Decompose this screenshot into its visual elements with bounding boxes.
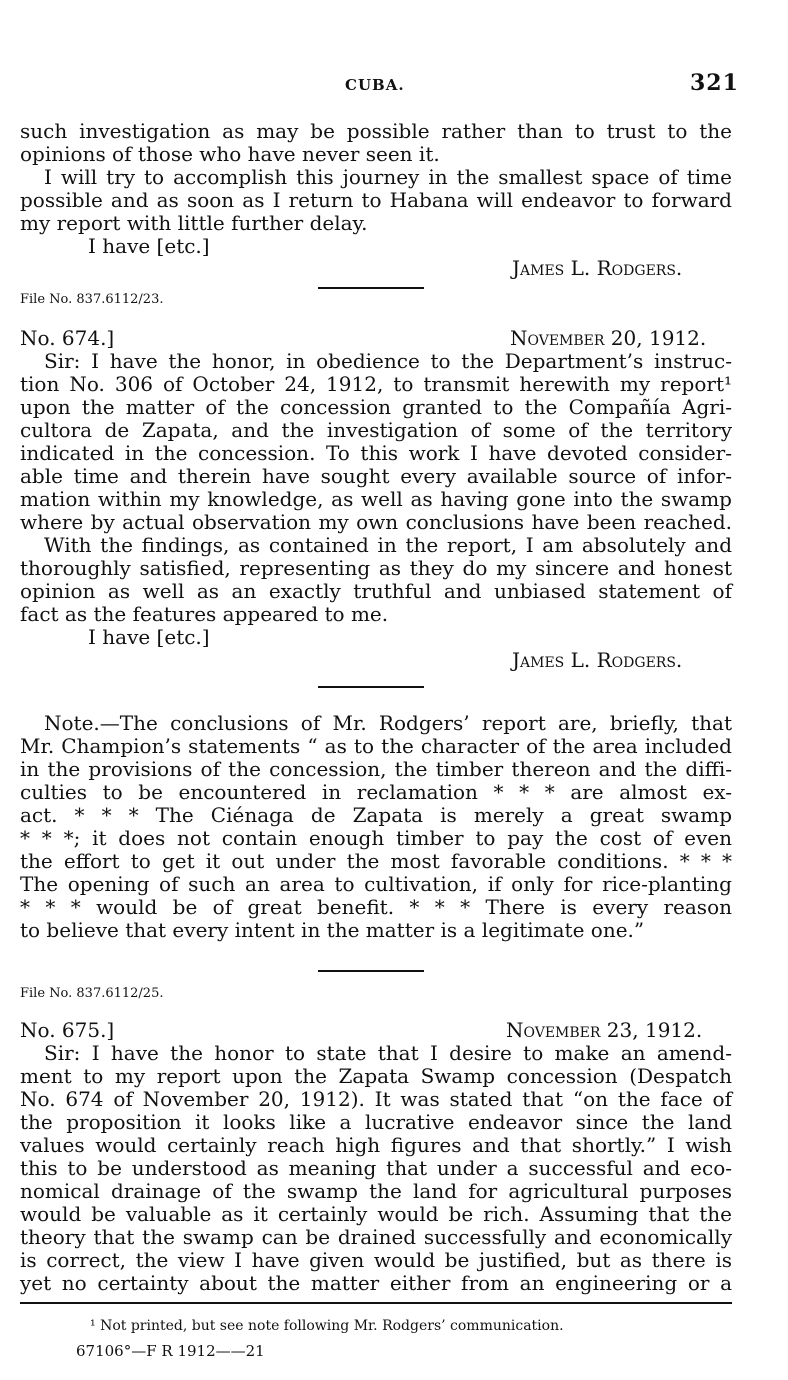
text-line: cultora de Zapata, and the investigation of some of the territory [20, 418, 732, 442]
footnote: ¹ Not printed, but see note following Mr. Rodgers’ communication. [90, 1318, 564, 1334]
text-line: the proposition it looks like a lucrative endeavor since the land [20, 1110, 732, 1134]
text-line: this to be understood as meaning that under a successful and eco- [20, 1156, 732, 1180]
file-number: File No. 837.6112/25. [20, 986, 164, 1001]
despatch-number: No. 675.] [20, 1018, 115, 1042]
page-number: 321 [690, 70, 739, 96]
print-mark: 67106°—F R 1912——21 [76, 1342, 265, 1360]
text-line: upon the matter of the concession granted to the Compañía Agri- [20, 395, 732, 419]
text-line: values would certainly reach high figures and that shortly.” I wish [20, 1133, 732, 1157]
divider [318, 970, 424, 972]
text-line: nomical drainage of the swamp the land for agricultural purposes [20, 1179, 732, 1203]
despatch-number: No. 674.] [20, 326, 115, 350]
text-line: to believe that every intent in the matter is a legitimate one.” [20, 918, 645, 942]
text-line: ment to my report upon the Zapata Swamp concession (Despatch [20, 1064, 732, 1088]
despatch-date: November 23, 1912. [506, 1018, 703, 1042]
text-line: No. 674 of November 20, 1912). It was stated that “on the face of [20, 1087, 732, 1111]
text-line: The opening of such an area to cultivation, if only for rice-planting [20, 872, 732, 896]
text-line: mation within my knowledge, as well as having gone into the swamp [20, 487, 732, 511]
text-line: the effort to get it out under the most favorable conditions. * * * [20, 849, 732, 873]
text-line: fact as the features appeared to me. [20, 602, 389, 626]
text-line: Mr. Champion’s statements “ as to the character of the area included [20, 734, 732, 758]
text-line: * * *; it does not contain enough timber to pay the cost of even [20, 826, 732, 850]
text-line: such investigation as may be possible rather than to trust to the [20, 119, 732, 143]
text-line: indicated in the concession. To this work I have devoted consider- [20, 441, 732, 465]
text-line: where by actual observation my own conclusions have been reached. [20, 510, 732, 534]
signature: James L. Rodgers. [512, 648, 683, 672]
text-line: possible and as soon as I return to Habana will endeavor to forward [20, 188, 732, 212]
text-line: opinions of those who have never seen it. [20, 142, 440, 166]
text-line: is correct, the view I have given would be justified, but as there is [20, 1248, 732, 1272]
text-line: opinion as well as an exactly truthful and unbiased statement of [20, 579, 732, 603]
text-line: my report with little further delay. [20, 211, 368, 235]
text-line: With the findings, as contained in the report, I am absolutely and [44, 533, 732, 557]
despatch-date: November 20, 1912. [510, 326, 707, 350]
text-line: Sir: I have the honor to state that I desire to make an amend- [44, 1041, 732, 1065]
text-line: Note.—The conclusions of Mr. Rodgers’ report are, briefly, that [44, 711, 732, 735]
file-number: File No. 837.6112/23. [20, 292, 164, 307]
closing-line: I have [etc.] [88, 234, 210, 258]
text-line: theory that the swamp can be drained successfully and economically [20, 1225, 732, 1249]
running-title: CUBA. [345, 76, 405, 94]
text-line: I will try to accomplish this journey in the smallest space of time [44, 165, 732, 189]
text-line: culties to be encountered in reclamation * * * are almost ex- [20, 780, 732, 804]
text-line: able time and therein have sought every available source of infor- [20, 464, 732, 488]
text-line: * * * would be of great benefit. * * * There is every reason [20, 895, 732, 919]
text-line: in the provisions of the concession, the timber thereon and the diffi- [20, 757, 732, 781]
text-line: yet no certainty about the matter either from an engineering or a [20, 1271, 732, 1295]
closing-line: I have [etc.] [88, 625, 210, 649]
text-line: Sir: I have the honor, in obedience to the Department’s instruc- [44, 349, 732, 373]
text-line: tion No. 306 of October 24, 1912, to transmit herewith my report¹ [20, 372, 732, 396]
text-line: would be valuable as it certainly would be rich. Assuming that the [20, 1202, 732, 1226]
text-line: act. * * * The Ciénaga de Zapata is merely a great swamp [20, 803, 732, 827]
divider [318, 287, 424, 289]
text-line: thoroughly satisfied, representing as they do my sincere and honest [20, 556, 732, 580]
signature: James L. Rodgers. [512, 256, 683, 280]
footnote-rule [20, 1302, 732, 1304]
divider [318, 686, 424, 688]
